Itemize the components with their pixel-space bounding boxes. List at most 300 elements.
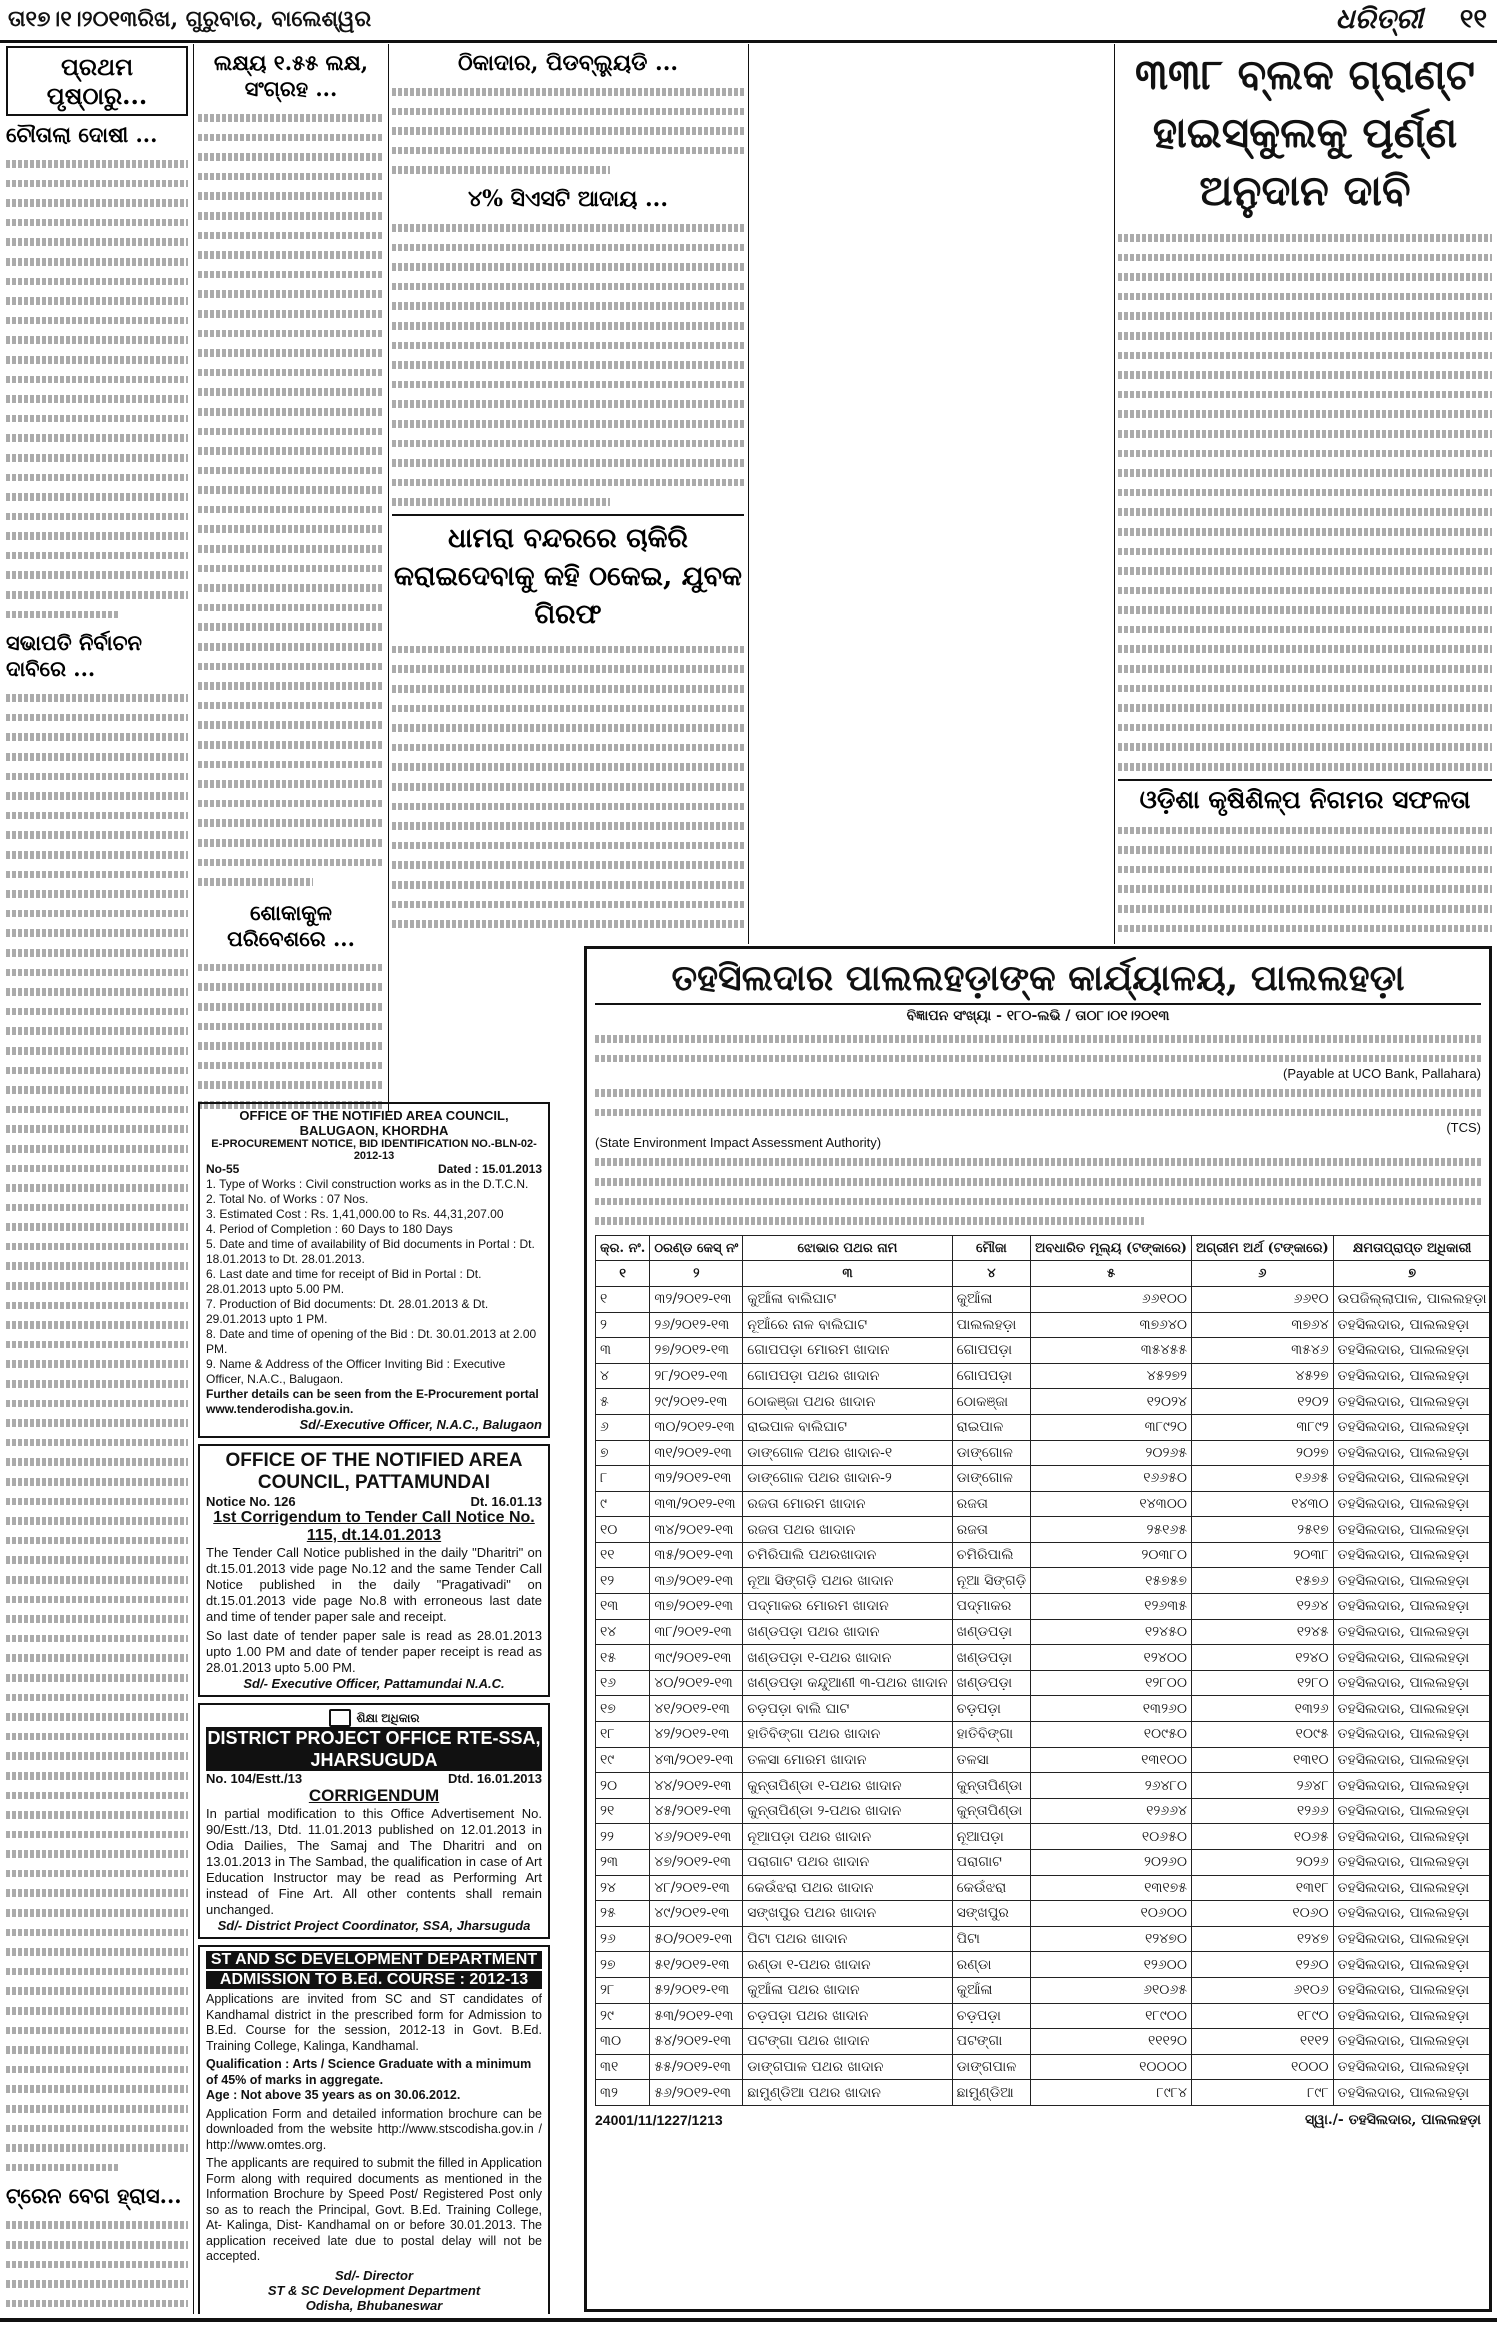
- table-cell: ୩୨/୨୦୧୨-୧୩: [650, 1466, 743, 1492]
- article-headline: ଚୌତାଲା ଦୋଷୀ ...: [6, 122, 158, 147]
- table-cell: ଉପଜିଲ୍ଲାପାଳ, ପାଲଲହଡ଼ା: [1333, 1286, 1491, 1312]
- ad-pattamundai: [198, 1444, 550, 1697]
- tcs-note: (TCS): [1446, 1120, 1481, 1136]
- table-cell: ୨୭/୨୦୧୨-୧୩: [650, 1338, 743, 1364]
- table-cell: ତହସିଲଦାର, ପାଲଲହଡ଼ା: [1333, 1722, 1491, 1748]
- notice-number: ବିଜ୍ଞାପନ ସଂଖ୍ୟା - ୧୮୦-ଲଭି / ତା୦୮।୦୧।୨୦୧୩: [906, 1008, 1170, 1024]
- table-cell: ରଜତା ପଥର ଖାଦାନ: [743, 1517, 952, 1543]
- column-number: ୧: [596, 1261, 650, 1287]
- table-row: [596, 1670, 1492, 1696]
- table-cell: ୧୫୭୬: [1191, 1568, 1333, 1594]
- table-cell: ୫୨/୨୦୧୨-୧୩: [650, 1977, 743, 2003]
- table-row: [596, 1926, 1492, 1952]
- ad-item: 8. Date and time of opening of the Bid : Dt. 30.01.2013 at 2.00 PM.: [206, 1327, 537, 1356]
- table-cell: କୁଆଁଳା ବାଲିଘାଟ: [743, 1286, 952, 1312]
- article-body: [6, 2213, 188, 2314]
- lead-headline: ୩୩୮ ବ୍ଲକ ଗ୍ରାଣ୍ଟ ହାଇସ୍କୁଲକୁ ପୂର୍ଣ୍ଣ ଅନୁଦାନ ଦାବି: [1135, 50, 1475, 215]
- table-cell: କୁଆଁଳା: [952, 1977, 1031, 2003]
- table-row: [596, 1568, 1492, 1594]
- table-cell: ୧୩୨୬୦: [1031, 1696, 1192, 1722]
- article-body: [1118, 819, 1492, 940]
- table-cell: କୁଆଁଳା: [952, 1286, 1031, 1312]
- table-cell: ୨୯: [596, 2003, 650, 2029]
- table-cell: ୩୮/୨୦୧୨-୧୩: [650, 1619, 743, 1645]
- table-row: [596, 1901, 1492, 1927]
- table-cell: ୬୧୦୬୫: [1031, 1977, 1192, 2003]
- table-cell: ୨୨: [596, 1824, 650, 1850]
- table-cell: କୁନ୍ତାପିଣ୍ଡା: [952, 1773, 1031, 1799]
- table-row: [596, 1389, 1492, 1415]
- notice-body: [595, 1027, 1481, 1229]
- table-cell: ୪୬/୨୦୧୨-୧୩: [650, 1824, 743, 1850]
- table-cell: ତହସିଲଦାର, ପାଲଲହଡ଼ା: [1333, 1440, 1491, 1466]
- column-header: ଠରଣ୍ଡ କେସ୍ ନଂ: [650, 1235, 743, 1261]
- table-cell: ୧୧୧୨୦: [1031, 2029, 1192, 2055]
- table-cell: ୪୪/୨୦୧୨-୧୩: [650, 1773, 743, 1799]
- article-headline: ୪% ସିଏସଟି ଆଦାୟ ...: [468, 185, 668, 212]
- table-body: [596, 1286, 1492, 2105]
- table-cell: ୧୨୬୬: [1191, 1798, 1333, 1824]
- divider: [392, 514, 744, 516]
- column-rule: [748, 44, 749, 944]
- table-cell: ୨୦୨୭: [1191, 1440, 1333, 1466]
- table-cell: ପିଟା ପଥର ଖାଦାନ: [743, 1926, 952, 1952]
- table-cell: ୩୭୬୪୦: [1031, 1312, 1192, 1338]
- table-cell: ୪୭/୨୦୧୨-୧୩: [650, 1850, 743, 1876]
- table-cell: ୨୯/୨୦୧୨-୧୩: [650, 1389, 743, 1415]
- article-body: [392, 216, 744, 510]
- table-cell: ୪୫୨୭୨: [1031, 1363, 1192, 1389]
- table-cell: ପିଟା: [952, 1926, 1031, 1952]
- table-cell: ୧୩୧୮: [1191, 1875, 1333, 1901]
- table-cell: ୩୨/୨୦୧୨-୧୩: [650, 1286, 743, 1312]
- ad-subhead: 1st Corrigendum to Tender Call Notice No. 115, dt.14.01.2013: [213, 1509, 535, 1544]
- table-cell: ଡାଙ୍ଗୋଳ ପଥର ଖାଦାନ-୨: [743, 1466, 952, 1492]
- table-row: [596, 1824, 1492, 1850]
- table-cell: ୧୨୬୦: [1191, 1952, 1333, 1978]
- table-row: [596, 2029, 1492, 2055]
- table-cell: ୨୬: [596, 1926, 650, 1952]
- table-cell: ଚଡ଼ପଡ଼ା: [952, 2003, 1031, 2029]
- table-cell: ୧୨: [596, 1568, 650, 1594]
- ad-signature: Sd/- Director: [334, 2267, 413, 2283]
- table-cell: ଚଡ଼ପଡ଼ା ପଥର ଖାଦାନ: [743, 2003, 952, 2029]
- table-cell: ଗୋପପଡ଼ା: [952, 1338, 1031, 1364]
- table-cell: ତହସିଲଦାର, ପାଲଲହଡ଼ା: [1333, 1312, 1491, 1338]
- article-headline: ଟ୍ରେନ ବେଗ ହ୍ରାସ...: [6, 2183, 182, 2209]
- column-number: ୬: [1191, 1261, 1333, 1287]
- column-header: କ୍ର. ନଂ.: [596, 1235, 650, 1261]
- ad-age: Age : Not above 35 years as on 30.06.2012.: [206, 2088, 461, 2102]
- table-cell: ୩୦: [596, 2029, 650, 2055]
- table-cell: ୧: [596, 1286, 650, 1312]
- table-cell: ୪୫/୨୦୧୨-୧୩: [650, 1798, 743, 1824]
- table-cell: ୧୨୪୦୦: [1031, 1645, 1192, 1671]
- ad-code: 24001/11/1227/1213: [595, 2111, 723, 2128]
- table-cell: ୨୮/୨୦୧୨-୧୩: [650, 1363, 743, 1389]
- table-row: [596, 1875, 1492, 1901]
- table-cell: ଚଡ଼ପଡ଼ା: [952, 1696, 1031, 1722]
- book-icon: [329, 1709, 351, 1727]
- table-cell: ତହସିଲଦାର, ପାଲଲହଡ଼ା: [1333, 1517, 1491, 1543]
- ad-title: DISTRICT PROJECT OFFICE RTE-SSA, JHARSUGUDA: [207, 1728, 541, 1770]
- table-cell: ୧୮୯୦୦: [1031, 2003, 1192, 2029]
- table-cell: ନୂଆ ସିଙ୍ଗଡ଼ି ପଥର ଖାଦାନ: [743, 1568, 952, 1594]
- table-row: [596, 1798, 1492, 1824]
- table-cell: ୨୪: [596, 1875, 650, 1901]
- table-row: [596, 1747, 1492, 1773]
- table-cell: ୩୮୯୨୦: [1031, 1414, 1192, 1440]
- table-row: [596, 1722, 1492, 1748]
- article-body: [6, 686, 188, 2175]
- page-header: [0, 0, 1497, 43]
- table-cell: ୧୨୬୪: [1191, 1594, 1333, 1620]
- table-cell: ୧୪: [596, 1619, 650, 1645]
- table-cell: ୧୩୧୦୦: [1031, 1747, 1192, 1773]
- table-cell: ୪୧/୨୦୧୨-୧୩: [650, 1696, 743, 1722]
- table-cell: ୪୫୨୭: [1191, 1363, 1333, 1389]
- table-cell: ୧୦୯୫: [1191, 1722, 1333, 1748]
- table-row: [596, 1952, 1492, 1978]
- table-cell: ୬: [596, 1414, 650, 1440]
- table-cell: ୧୮୯୦: [1191, 2003, 1333, 2029]
- table-cell: ତହସିଲଦାର, ପାଲଲହଡ଼ା: [1333, 1542, 1491, 1568]
- table-cell: ୧୪୩୦: [1191, 1491, 1333, 1517]
- table-cell: ଗୋପପଡ଼ା ପଥର ଖାଦାନ: [743, 1363, 952, 1389]
- table-cell: ୨୭: [596, 1952, 650, 1978]
- table-cell: ୧୦୦୦: [1191, 2054, 1333, 2080]
- column-1: [6, 46, 188, 2314]
- ad-signature: Sd/- District Project Coordinator, SSA, Jharsuguda: [217, 1918, 531, 1933]
- column-2: [198, 46, 384, 1110]
- table-cell: ତହସିଲଦାର, ପାଲଲହଡ଼ା: [1333, 1338, 1491, 1364]
- article-headline: ଓଡ଼ିଶା କୃଷିଶିଳ୍ପ ନିଗମର ସଫଳତା: [1139, 784, 1471, 814]
- table-cell: ନୂଆପଡ଼ା ପଥର ଖାଦାନ: [743, 1824, 952, 1850]
- table-cell: ୩: [596, 1338, 650, 1364]
- table-cell: ଚଡ଼ପଡ଼ା ବାଲି ଘାଟ: [743, 1696, 952, 1722]
- article-body: [6, 152, 188, 622]
- table-cell: କୁନ୍ତାପିଣ୍ଡା: [952, 1798, 1031, 1824]
- ad-balugaon: [198, 1102, 550, 1438]
- table-row: [596, 1286, 1492, 1312]
- issue-date: ତା୧୭।୧।୨୦୧୩ରିଖ, ଗୁରୁବାର, ବାଲେଶ୍ୱର: [8, 6, 372, 32]
- ad-item: 5. Date and time of availability of Bid documents in Portal : Dt. 18.01.2013 to Dt. 28.01.2013.: [206, 1237, 535, 1266]
- table-cell: ୧୨୪୦: [1191, 1645, 1333, 1671]
- table-row: [596, 1645, 1492, 1671]
- table-cell: ୩୨: [596, 2080, 650, 2106]
- column-rule: [388, 44, 389, 1112]
- table-cell: ୨୮: [596, 1977, 650, 2003]
- table-cell: ତହସିଲଦାର, ପାଲଲହଡ଼ା: [1333, 1875, 1491, 1901]
- ad-signature: Sd/-Executive Officer, N.A.C., Balugaon: [299, 1417, 542, 1432]
- ad-signature: ସ୍ୱା./- ତହସିଲଦାର, ପାଲଲହଡ଼ା: [1305, 2111, 1481, 2128]
- table-cell: ୨୦୨୬୫: [1031, 1440, 1192, 1466]
- table-row: [596, 1850, 1492, 1876]
- table-cell: ୧୦୬୫: [1191, 1824, 1333, 1850]
- table-cell: ୨୬/୨୦୧୨-୧୩: [650, 1312, 743, 1338]
- ad-subtitle: E-PROCUREMENT NOTICE, BID IDENTIFICATION NO.-BLN-02-2012-13: [211, 1138, 537, 1162]
- table-cell: ନୂଆଁରେ ନାଳ ବାଲିଘାଟ: [743, 1312, 952, 1338]
- table-cell: ଚମିରିପାଲି: [952, 1542, 1031, 1568]
- table-cell: ୬୧୦୬: [1191, 1977, 1333, 2003]
- notice-number: No-55: [206, 1162, 240, 1176]
- table-cell: ପଦ୍ମାକର ମୋରମ ଖାଦାନ: [743, 1594, 952, 1620]
- table-cell: ପଦ୍ମାକର: [952, 1594, 1031, 1620]
- table-cell: ତହସିଲଦାର, ପାଲଲହଡ଼ା: [1333, 1645, 1491, 1671]
- table-cell: ପଟଙ୍ଗା ପଥର ଖାଦାନ: [743, 2029, 952, 2055]
- table-cell: ୧୦୬୫୦: [1031, 1824, 1192, 1850]
- table-cell: ୧୧୧୨: [1191, 2029, 1333, 2055]
- table-cell: କୁଆଁଳା ପଥର ଖାଦାନ: [743, 1977, 952, 2003]
- table-cell: ୩୭/୨୦୧୨-୧୩: [650, 1594, 743, 1620]
- table-cell: ଚମିରିପାଲି ପଥରଖାଦାନ: [743, 1542, 952, 1568]
- table-cell: ୧୨୬୩୫: [1031, 1594, 1192, 1620]
- table-cell: ୧୦୦୦୦: [1031, 2054, 1192, 2080]
- ad-jharsuguda: [198, 1703, 550, 1939]
- table-cell: ୧୩୧୭୫: [1031, 1875, 1192, 1901]
- table-cell: ନୂଆପଡ଼ା: [952, 1824, 1031, 1850]
- table-cell: ଗୋପପଡ଼ା ମୋରମ ଖାଦାନ: [743, 1338, 952, 1364]
- notice-title: ତହସିଲଦାର ପାଲଲହଡ଼ାଙ୍କ କାର୍ଯ୍ୟାଳୟ, ପାଲଲହଡ଼ା: [595, 953, 1481, 1005]
- table-row: [596, 1338, 1492, 1364]
- table-cell: ୪୦/୨୦୧୨-୧୩: [650, 1670, 743, 1696]
- table-cell: ଛାମୁଣ୍ଡିଆ ପଥର ଖାଦାନ: [743, 2080, 952, 2106]
- table-row: [596, 1491, 1492, 1517]
- table-cell: ୮୯୮୪: [1031, 2080, 1192, 2106]
- ad-signature: Odisha, Bhubaneswar: [305, 2297, 443, 2313]
- table-cell: ୩୬/୨୦୧୨-୧୩: [650, 1568, 743, 1594]
- table-cell: ରାଇପାଳ ବାଲିଘାଟ: [743, 1414, 952, 1440]
- table-cell: ୧୫: [596, 1645, 650, 1671]
- table-row: [596, 1594, 1492, 1620]
- table-cell: ୩୯/୨୦୧୨-୧୩: [650, 1645, 743, 1671]
- table-cell: ୫୦/୨୦୧୨-୧୩: [650, 1926, 743, 1952]
- table-cell: ୩୭୬୪: [1191, 1312, 1333, 1338]
- article-body: [392, 80, 744, 178]
- table-cell: ଡାଙ୍ଗୋଳ ପଥର ଖାଦାନ-୧: [743, 1440, 952, 1466]
- table-row: [596, 1977, 1492, 2003]
- table-cell: ୨୫୧୬୫: [1031, 1517, 1192, 1543]
- table-cell: ରାଇପାଳ: [952, 1414, 1031, 1440]
- table-cell: ୨୬୪୮୦: [1031, 1773, 1192, 1799]
- column-rule: [193, 44, 194, 2314]
- table-cell: ତଳସା ମୋରମ ଖାଦାନ: [743, 1747, 952, 1773]
- article-headline: ଲକ୍ଷ୍ୟ ୧.୫୫ ଲକ୍ଷ, ସଂଗ୍ରହ ...: [213, 50, 369, 101]
- table-row: [596, 2080, 1492, 2106]
- ad-item: 9. Name & Address of the Officer Inviting Bid : Executive Officer, N.A.C., Balugaon.: [206, 1357, 506, 1386]
- table-cell: ୧୨୬୬୪: [1031, 1798, 1192, 1824]
- ad-signature: Sd/- Executive Officer, Pattamundai N.A.C.: [243, 1676, 505, 1691]
- section-title: ପ୍ରଥମ ପୃଷ୍ଠାରୁ...: [46, 52, 148, 110]
- table-cell: ୨୬୪୮: [1191, 1773, 1333, 1799]
- table-cell: ୧୨୦୨୪: [1031, 1389, 1192, 1415]
- ad-signature: ST & SC Development Department: [267, 2282, 481, 2298]
- table-cell: ୧୭: [596, 1696, 650, 1722]
- table-cell: ୫୩/୨୦୧୨-୧୩: [650, 2003, 743, 2029]
- table-cell: ୧୬: [596, 1670, 650, 1696]
- table-row: [596, 1363, 1492, 1389]
- table-cell: ସଙ୍ଖପୁର: [952, 1901, 1031, 1927]
- table-row: [596, 1696, 1492, 1722]
- column-number: ୨: [650, 1261, 743, 1287]
- table-cell: ୪୩/୨୦୧୨-୧୩: [650, 1747, 743, 1773]
- ad-item: 1. Type of Works : Civil construction works as in the D.T.C.N.: [206, 1177, 529, 1191]
- table-row: [596, 1414, 1492, 1440]
- table-cell: ୫: [596, 1389, 650, 1415]
- table-cell: ୯: [596, 1491, 650, 1517]
- article-headline: ଧାମରା ବନ୍ଦରରେ ଚାକିରି କରାଇଦେବାକୁ କହି ଠକେଇ, ଯୁବକ ଗିରଫ: [394, 522, 742, 630]
- ad-body: The applicants are required to submit the filled in Application Form along with required documents as mentioned in the Information Brochure by Speed Post/ Registered Post only so as to reach the Principal, Govt. B.Ed. Training College, At- Kalinga, Dist- Kandhamal on or before 30.01.2013. The application received late due to postal delay will not be accepted.: [206, 2156, 542, 2263]
- ad-subhead: CORRIGENDUM: [308, 1786, 440, 1805]
- table-row: [596, 1773, 1492, 1799]
- column-number: ୫: [1031, 1261, 1192, 1287]
- table-cell: ୧୩୧୦: [1191, 1747, 1333, 1773]
- table-cell: ରଜତା: [952, 1517, 1031, 1543]
- ad-body: In partial modification to this Office Advertisement No. 90/Estt./13, Dtd. 11.01.2013 published on 12.01.2013 in Odia Dailies, The Samaj and The Dharitri and on 13.01.2013 in The Sambad, the qualification in case of Art Education Instructor may be read as Performing Art instead of Fine Art. All other contents shall remain unchanged.: [206, 1806, 542, 1917]
- column-header: ଝୋଭାର ପଥର ନାମ: [743, 1235, 952, 1261]
- table-row: [596, 1517, 1492, 1543]
- newspaper-name: ଧରିତ୍ରୀ: [1335, 2, 1423, 35]
- table-cell: ତହସିଲଦାର, ପାଲଲହଡ଼ା: [1333, 1491, 1491, 1517]
- table-cell: ୧୦୯୫୦: [1031, 1722, 1192, 1748]
- table-cell: ୩୫୪୫୫: [1031, 1338, 1192, 1364]
- article-headline: ଶୋକାକୁଳ ପରିବେଶରେ ...: [227, 899, 355, 951]
- ad-stsc: [198, 1945, 550, 2314]
- table-cell: ୧୬୬୫୦: [1031, 1466, 1192, 1492]
- table-cell: ଖଣ୍ଡପଡ଼ା କନ୍ଦୁଆଣୀ ୩-ପଥର ଖାଦାନ: [743, 1670, 952, 1696]
- table-cell: ଖଣ୍ଡପଡ଼ା: [952, 1619, 1031, 1645]
- table-cell: ୭: [596, 1440, 650, 1466]
- column-header: ଅବଧାରିତ ମୂଲ୍ୟ (ଟଙ୍କାରେ): [1031, 1235, 1192, 1261]
- table-cell: ୨୦୩୮: [1191, 1542, 1333, 1568]
- table-cell: ୨୦୨୬: [1191, 1850, 1333, 1876]
- table-cell: ହାତିବିଙ୍ଗା: [952, 1722, 1031, 1748]
- table-cell: ତହସିଲଦାର, ପାଲଲହଡ଼ା: [1333, 1594, 1491, 1620]
- table-cell: ୨: [596, 1312, 650, 1338]
- table-cell: ୩୫୪୬: [1191, 1338, 1333, 1364]
- column-header: ମୌଜା: [952, 1235, 1031, 1261]
- table-cell: ସଙ୍ଖପୁର ପଥର ଖାଦାନ: [743, 1901, 952, 1927]
- table-cell: ନୂଆ ସିଙ୍ଗଡ଼ି: [952, 1568, 1031, 1594]
- section-title-box: [6, 46, 188, 116]
- table-row: [596, 2054, 1492, 2080]
- quarry-table: [595, 1235, 1492, 2106]
- table-cell: ୫୫/୨୦୧୨-୧୩: [650, 2054, 743, 2080]
- seiaa-note: (State Environment Impact Assessment Authority): [595, 1135, 882, 1151]
- table-cell: ୩୩/୨୦୧୨-୧୩: [650, 1491, 743, 1517]
- table-cell: ୨୫: [596, 1901, 650, 1927]
- table-cell: ତହସିଲଦାର, ପାଲଲହଡ଼ା: [1333, 1619, 1491, 1645]
- ad-title: OFFICE OF THE NOTIFIED AREA COUNCIL, PATTAMUNDAI: [225, 1450, 523, 1493]
- ad-item: 6. Last date and time for receipt of Bid in Portal : Dt. 28.01.2013 upto 5.00 PM.: [206, 1267, 482, 1296]
- page-number: ୧୧: [1459, 4, 1487, 34]
- table-cell: ୫୧/୨୦୧୨-୧୩: [650, 1952, 743, 1978]
- table-cell: ୮୯୮: [1191, 2080, 1333, 2106]
- table-row: [596, 1440, 1492, 1466]
- table-cell: ୩୮୯୨: [1191, 1414, 1333, 1440]
- ad-body: The Tender Call Notice published in the daily "Dharitri" on dt.15.01.2013 vide page No.12 and the same Tender Call Notice published in the daily "Pragativadi" on dt.15.01.2013 vide page No.8 with erroneous last date and time of tender paper sale and receipt.: [206, 1545, 542, 1624]
- table-cell: ତହସିଲଦାର, ପାଲଲହଡ଼ା: [1333, 1926, 1491, 1952]
- table-cell: ଖଣ୍ଡପଡ଼ା ପଥର ଖାଦାନ: [743, 1619, 952, 1645]
- table-cell: ଡାଙ୍ଗପାଳ ପଥର ଖାଦାନ: [743, 2054, 952, 2080]
- column-header: ଅଗ୍ରୀମ ଅର୍ଥ (ଟଙ୍କାରେ): [1191, 1235, 1333, 1261]
- table-cell: ତହସିଲଦାର, ପାଲଲହଡ଼ା: [1333, 2003, 1491, 2029]
- table-row: [596, 2003, 1492, 2029]
- tahasildar-notice: [584, 946, 1492, 2312]
- table-cell: ୪୮/୨୦୧୨-୧୩: [650, 1875, 743, 1901]
- table-cell: ୧୨୪୫: [1191, 1619, 1333, 1645]
- table-cell: ୨୦୩୮୦: [1031, 1542, 1192, 1568]
- article-body: [392, 638, 744, 940]
- table-cell: ୧୯: [596, 1747, 650, 1773]
- column-header: କ୍ଷମତାପ୍ରାପ୍ତ ଅଧିକାରୀ: [1333, 1235, 1491, 1261]
- table-cell: ତହସିଲଦାର, ପାଲଲହଡ଼ା: [1333, 1747, 1491, 1773]
- table-cell: ତହସିଲଦାର, ପାଲଲହଡ଼ା: [1333, 1977, 1491, 2003]
- column-rule: [1114, 44, 1115, 944]
- table-cell: ତହସିଲଦାର, ପାଲଲହଡ଼ା: [1333, 1414, 1491, 1440]
- article-headline: ଠିକାଦାର, ପିଡବ୍ଲ୍ୟୁଡି ...: [457, 50, 679, 76]
- table-cell: ଗୋପପଡ଼ା: [952, 1363, 1031, 1389]
- table-cell: ୨୦୨୬୦: [1031, 1850, 1192, 1876]
- footer-rule: [0, 2318, 1497, 2322]
- table-row: [596, 1619, 1492, 1645]
- table-cell: ୧୬୬୫: [1191, 1466, 1333, 1492]
- ad-body: Applications are invited from SC and ST candidates of Kandhamal district in the prescribed form for Admission to B.Ed. Course for the session, 2012-13 in Govt. B.Ed. Training College, Kalinga, Kandhamal.: [206, 1992, 542, 2053]
- table-cell: ୩୫/୨୦୧୨-୧୩: [650, 1542, 743, 1568]
- table-cell: ୫୬/୨୦୧୨-୧୩: [650, 2080, 743, 2106]
- ad-item: 7. Production of Bid documents: Dt. 28.01.2013 & Dt. 29.01.2013 upto 1 PM.: [206, 1297, 489, 1326]
- table-cell: ୨୦: [596, 1773, 650, 1799]
- table-cell: ଖଣ୍ଡପଡ଼ା: [952, 1670, 1031, 1696]
- table-cell: ତହସିଲଦାର, ପାଲଲହଡ଼ା: [1333, 2080, 1491, 2106]
- table-cell: ତହସିଲଦାର, ପାଲଲହଡ଼ା: [1333, 1389, 1491, 1415]
- table-cell: ୩୪/୨୦୧୨-୧୩: [650, 1517, 743, 1543]
- table-cell: ଖଣ୍ଡପଡ଼ା: [952, 1645, 1031, 1671]
- table-cell: ୨୩: [596, 1850, 650, 1876]
- table-cell: ତହସିଲଦାର, ପାଲଲହଡ଼ା: [1333, 1824, 1491, 1850]
- table-row: [596, 1466, 1492, 1492]
- article-headline: ସଭାପତି ନିର୍ବାଚନ ଦାବିରେ ...: [6, 630, 142, 682]
- table-cell: ରଜତା: [952, 1491, 1031, 1517]
- table-cell: ପରାଗାଟ ପଥର ଖାଦାନ: [743, 1850, 952, 1876]
- table-cell: ୧୦୬୦: [1191, 1901, 1333, 1927]
- table-cell: ଛାମୁଣ୍ଡିଆ: [952, 2080, 1031, 2106]
- table-cell: ୬୬୧୦୦: [1031, 1286, 1192, 1312]
- table-cell: ୬୬୧୦: [1191, 1286, 1333, 1312]
- table-cell: ୩୧/୨୦୧୨-୧୩: [650, 1440, 743, 1466]
- table-cell: ତହସିଲଦାର, ପାଲଲହଡ଼ା: [1333, 1901, 1491, 1927]
- table-cell: ୨୫୧୭: [1191, 1517, 1333, 1543]
- table-cell: ୩୦/୨୦୧୨-୧୩: [650, 1414, 743, 1440]
- column-number: ୩: [743, 1261, 952, 1287]
- table-cell: ଡାଙ୍ଗୋଳ: [952, 1440, 1031, 1466]
- table-cell: ୧୦: [596, 1517, 650, 1543]
- notice-date: Dt. 16.01.13: [470, 1494, 542, 1509]
- table-cell: ୪୨/୨୦୧୨-୧୩: [650, 1722, 743, 1748]
- table-cell: ତହସିଲଦାର, ପାଲଲହଡ଼ା: [1333, 1568, 1491, 1594]
- table-cell: ପରାଗାଟ: [952, 1850, 1031, 1876]
- ad-logo-text: ଶିକ୍ଷା ଅଧିକାର: [356, 1710, 420, 1725]
- bank-note: (Payable at UCO Bank, Pallahara): [1283, 1066, 1481, 1082]
- table-cell: ୧୨୦୨: [1191, 1389, 1333, 1415]
- ad-item: 2. Total No. of Works : 07 Nos.: [206, 1192, 369, 1206]
- notice-date: Dtd. 16.01.2013: [448, 1771, 542, 1786]
- column-number-row: [596, 1261, 1492, 1287]
- table-cell: ହାତିବିଙ୍ଗା ପଥର ଖାଦାନ: [743, 1722, 952, 1748]
- column-number: ୭: [1333, 1261, 1491, 1287]
- table-cell: ପାଲଲହଡ଼ା: [952, 1312, 1031, 1338]
- table-cell: କୁନ୍ତାପିଣ୍ଡା ୧-ପଥର ଖାଦାନ: [743, 1773, 952, 1799]
